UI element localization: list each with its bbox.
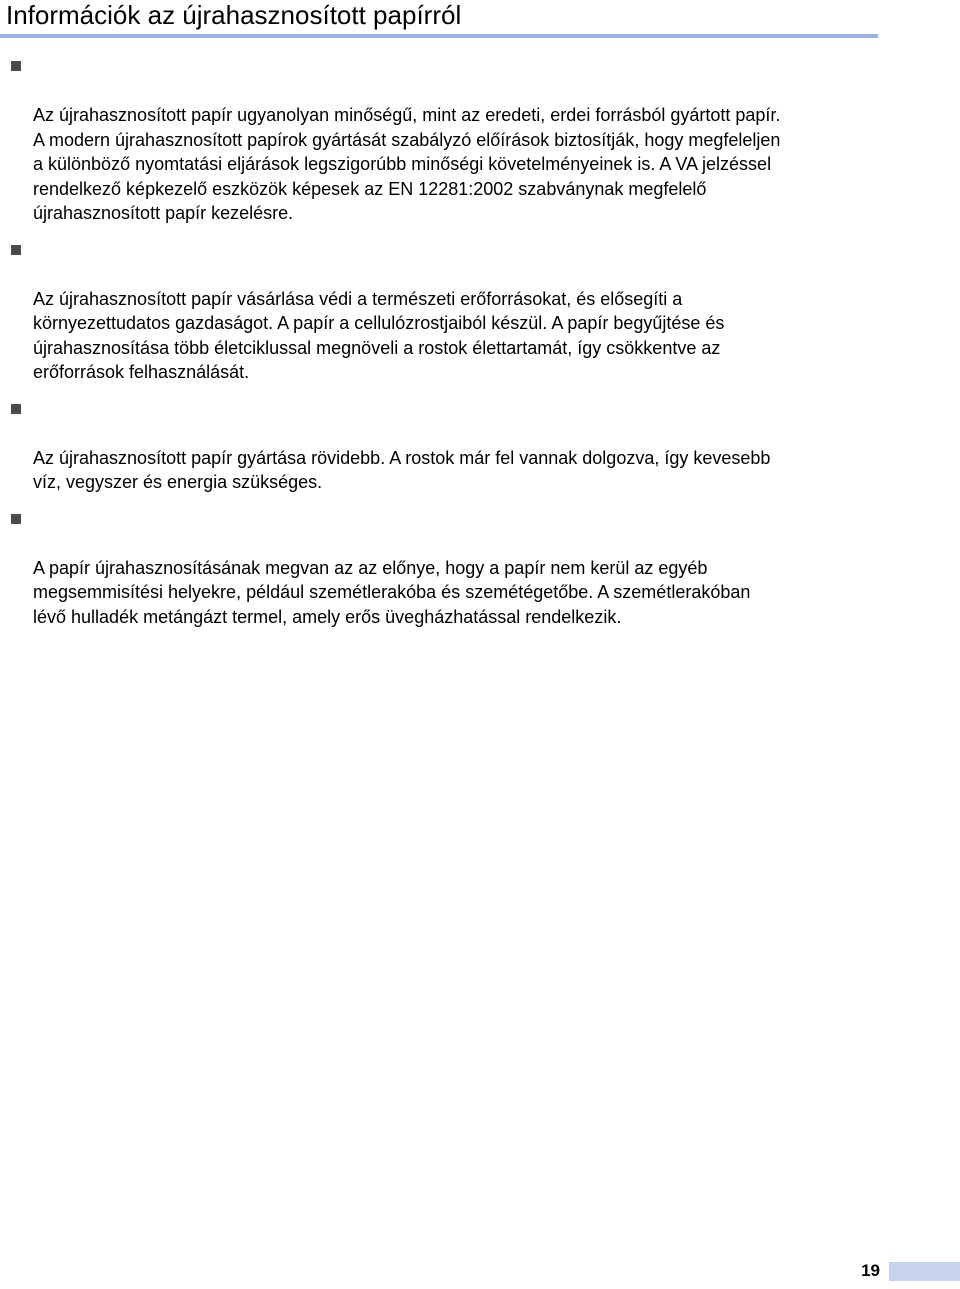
page-title: Információk az újrahasznosított papírról — [6, 0, 462, 30]
bullet-text: Az újrahasznosított papír ugyanolyan minőségű, mint az eredeti, erdei forrásból gyártott papír. A modern újrahasznosított papírok gyártását szabályzó előírások biztosítják, hogy megfeleljen a különböző nyomtatási eljárások legszigorúbb minőségi követelményeinek is. A VA jelzéssel rendelkező képkezelő eszközök képesek az EN 12281:2002 szabványnak megfelelő újrahasznosított papír kezelésre. — [33, 105, 781, 223]
page-number-tab — [889, 1262, 960, 1281]
page-number: 19 — [861, 1261, 880, 1280]
bullet-item — [0, 397, 900, 495]
square-bullet-icon — [11, 404, 21, 414]
bullet-item — [0, 54, 900, 226]
bullet-text: Az újrahasznosított papír gyártása rövidebb. A rostok már fel vannak dolgozva, így kevesebb víz, vegyszer és energia szükséges. — [33, 447, 771, 492]
title-underline — [0, 34, 878, 38]
bullet-text: Az újrahasznosított papír vásárlása védi a természeti erőforrásokat, és elősegíti a környezettudatos gazdaságot. A papír a cellulózrostjaiból készül. A papír begyűjtése és újrahasznosítása több életciklussal megnöveli a rostok élettartamát, így csökkentve az erőforrások felhasználását. — [33, 288, 725, 382]
bullet-text: A papír újrahasznosításának megvan az az előnye, hogy a papír nem kerül az egyéb megsemmisítési helyekre, például szemétlerakóba és szemétégetőbe. A szemétlerakóban lévő hulladék metángázt termel, amely erős üvegházhatással rendelkezik. — [33, 557, 751, 627]
bullet-item — [0, 507, 900, 630]
bullet-list — [0, 54, 900, 641]
square-bullet-icon — [11, 61, 21, 71]
bullet-item — [0, 238, 900, 385]
square-bullet-icon — [11, 514, 21, 524]
square-bullet-icon — [11, 245, 21, 255]
